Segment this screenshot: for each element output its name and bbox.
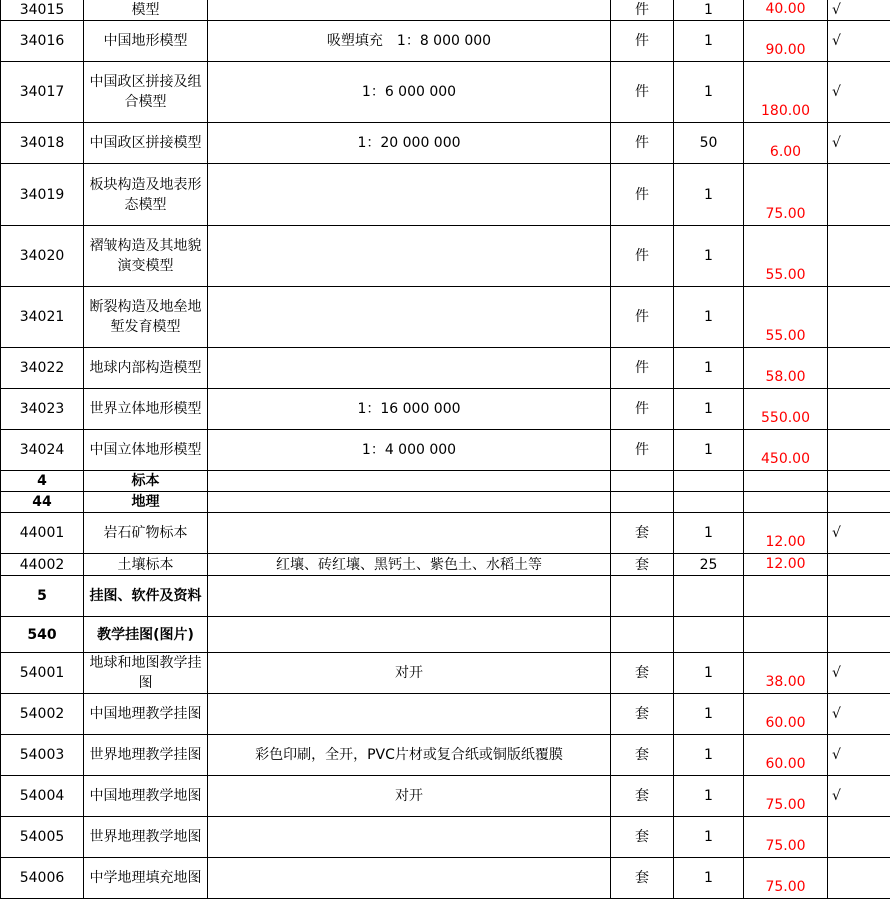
cell-unit: 件 — [611, 21, 674, 62]
cell-name: 中国政区拼接模型 — [84, 123, 208, 164]
cell-code: 34021 — [1, 287, 84, 348]
cell-price: 55.00 — [744, 287, 828, 348]
cell-code: 34022 — [1, 348, 84, 389]
cell-qty: 1 — [674, 287, 744, 348]
cell-name: 标本 — [84, 471, 208, 492]
cell-spec — [208, 287, 611, 348]
cell-name: 世界地理教学挂图 — [84, 735, 208, 776]
cell-unit: 套 — [611, 694, 674, 735]
cell-spec — [208, 694, 611, 735]
cell-price: 450.00 — [744, 430, 828, 471]
cell-qty — [674, 492, 744, 513]
cell-name: 褶皱构造及其地貌演变模型 — [84, 226, 208, 287]
cell-spec: 对开 — [208, 776, 611, 817]
cell-name: 板块构造及地表形态模型 — [84, 164, 208, 226]
cell-qty: 1 — [674, 513, 744, 554]
cell-code: 34023 — [1, 389, 84, 430]
cell-name: 岩石矿物标本 — [84, 513, 208, 554]
cell-check — [828, 554, 890, 576]
cell-qty: 50 — [674, 123, 744, 164]
cell-qty: 1 — [674, 62, 744, 123]
cell-spec — [208, 617, 611, 653]
cell-name: 中国政区拼接及组合模型 — [84, 62, 208, 123]
cell-code: 54001 — [1, 653, 84, 694]
cell-check — [828, 389, 890, 430]
cell-spec: 1：20 000 000 — [208, 123, 611, 164]
cell-spec — [208, 817, 611, 858]
cell-code: 34024 — [1, 430, 84, 471]
cell-spec: 1：4 000 000 — [208, 430, 611, 471]
cell-unit: 件 — [611, 389, 674, 430]
cell-unit: 套 — [611, 653, 674, 694]
cell-qty: 1 — [674, 348, 744, 389]
cell-check — [828, 471, 890, 492]
cell-code: 54003 — [1, 735, 84, 776]
cell-name: 模型 — [84, 0, 208, 21]
cell-check: √ — [828, 653, 890, 694]
cell-spec — [208, 348, 611, 389]
cell-unit: 套 — [611, 776, 674, 817]
cell-code: 44002 — [1, 554, 84, 576]
table-row — [1, 21, 890, 62]
cell-check — [828, 858, 890, 899]
table-row — [1, 776, 890, 817]
cell-unit — [611, 617, 674, 653]
cell-name: 中学地理填充地图 — [84, 858, 208, 899]
cell-name: 世界地理教学地图 — [84, 817, 208, 858]
cell-check — [828, 576, 890, 617]
cell-check — [828, 430, 890, 471]
cell-code: 34018 — [1, 123, 84, 164]
cell-check: √ — [828, 694, 890, 735]
cell-unit: 件 — [611, 164, 674, 226]
cell-check: √ — [828, 776, 890, 817]
cell-price: 60.00 — [744, 735, 828, 776]
cell-qty: 1 — [674, 653, 744, 694]
table-row — [1, 0, 890, 21]
cell-check: √ — [828, 0, 890, 21]
cell-spec: 吸塑填充 1：8 000 000 — [208, 21, 611, 62]
cell-price: 75.00 — [744, 858, 828, 899]
cell-name: 中国地形模型 — [84, 21, 208, 62]
table-row — [1, 554, 890, 576]
cell-spec: 红壤、砖红壤、黑钙土、紫色土、水稻土等 — [208, 554, 611, 576]
cell-name: 教学挂图(图片) — [84, 617, 208, 653]
table-row — [1, 471, 890, 492]
cell-code: 34017 — [1, 62, 84, 123]
cell-unit: 件 — [611, 348, 674, 389]
cell-qty: 1 — [674, 735, 744, 776]
table-row — [1, 348, 890, 389]
cell-code: 54005 — [1, 817, 84, 858]
cell-code: 44 — [1, 492, 84, 513]
cell-code: 34016 — [1, 21, 84, 62]
cell-spec — [208, 858, 611, 899]
cell-unit — [611, 492, 674, 513]
cell-unit: 套 — [611, 554, 674, 576]
cell-qty: 25 — [674, 554, 744, 576]
cell-unit: 套 — [611, 858, 674, 899]
cell-price: 75.00 — [744, 776, 828, 817]
cell-qty: 1 — [674, 858, 744, 899]
cell-qty: 1 — [674, 430, 744, 471]
table-row — [1, 513, 890, 554]
cell-check: √ — [828, 735, 890, 776]
cell-qty: 1 — [674, 0, 744, 21]
cell-price — [744, 576, 828, 617]
cell-price: 75.00 — [744, 817, 828, 858]
cell-check: √ — [828, 123, 890, 164]
cell-name: 中国地理教学地图 — [84, 776, 208, 817]
table-row — [1, 817, 890, 858]
cell-check — [828, 817, 890, 858]
cell-check — [828, 287, 890, 348]
cell-spec: 1：6 000 000 — [208, 62, 611, 123]
cell-price: 6.00 — [744, 123, 828, 164]
cell-price: 12.00 — [744, 513, 828, 554]
cell-unit: 件 — [611, 123, 674, 164]
cell-name: 地球内部构造模型 — [84, 348, 208, 389]
table-row — [1, 287, 890, 348]
cell-unit: 件 — [611, 287, 674, 348]
cell-price — [744, 617, 828, 653]
cell-spec — [208, 226, 611, 287]
cell-price: 55.00 — [744, 226, 828, 287]
cell-code: 5 — [1, 576, 84, 617]
cell-name: 地理 — [84, 492, 208, 513]
cell-qty: 1 — [674, 21, 744, 62]
cell-check — [828, 348, 890, 389]
cell-code: 54002 — [1, 694, 84, 735]
cell-price: 180.00 — [744, 62, 828, 123]
table-row — [1, 492, 890, 513]
cell-qty: 1 — [674, 164, 744, 226]
table-body — [1, 0, 890, 899]
cell-spec: 1：16 000 000 — [208, 389, 611, 430]
cell-qty: 1 — [674, 226, 744, 287]
cell-unit: 件 — [611, 0, 674, 21]
cell-qty — [674, 471, 744, 492]
cell-name: 世界立体地形模型 — [84, 389, 208, 430]
cell-code: 4 — [1, 471, 84, 492]
cell-code: 44001 — [1, 513, 84, 554]
cell-qty: 1 — [674, 776, 744, 817]
cell-code: 54006 — [1, 858, 84, 899]
cell-qty — [674, 617, 744, 653]
table-row — [1, 694, 890, 735]
table-row — [1, 123, 890, 164]
cell-unit — [611, 471, 674, 492]
cell-check: √ — [828, 513, 890, 554]
table-row — [1, 858, 890, 899]
cell-name: 断裂构造及地垒地堑发育模型 — [84, 287, 208, 348]
cell-price: 75.00 — [744, 164, 828, 226]
cell-price: 90.00 — [744, 21, 828, 62]
table-row — [1, 430, 890, 471]
cell-price: 550.00 — [744, 389, 828, 430]
cell-name: 中国地理教学挂图 — [84, 694, 208, 735]
cell-spec — [208, 471, 611, 492]
cell-price: 38.00 — [744, 653, 828, 694]
cell-code: 34020 — [1, 226, 84, 287]
cell-unit: 套 — [611, 513, 674, 554]
cell-spec — [208, 492, 611, 513]
cell-check — [828, 164, 890, 226]
cell-spec — [208, 164, 611, 226]
cell-spec — [208, 0, 611, 21]
table-row — [1, 653, 890, 694]
cell-unit: 套 — [611, 817, 674, 858]
cell-check: √ — [828, 62, 890, 123]
cell-code: 34019 — [1, 164, 84, 226]
cell-name: 土壤标本 — [84, 554, 208, 576]
cell-name: 地球和地图教学挂图 — [84, 653, 208, 694]
table-row — [1, 226, 890, 287]
cell-qty — [674, 576, 744, 617]
cell-unit: 件 — [611, 62, 674, 123]
table-row — [1, 576, 890, 617]
cell-qty: 1 — [674, 817, 744, 858]
cell-price: 12.00 — [744, 554, 828, 576]
cell-price — [744, 471, 828, 492]
cell-unit: 套 — [611, 735, 674, 776]
cell-price: 58.00 — [744, 348, 828, 389]
cell-check — [828, 617, 890, 653]
cell-check: √ — [828, 21, 890, 62]
table-row — [1, 617, 890, 653]
table-row — [1, 164, 890, 226]
cell-price: 40.00 — [744, 0, 828, 21]
cell-qty: 1 — [674, 389, 744, 430]
cell-price — [744, 492, 828, 513]
cell-price: 60.00 — [744, 694, 828, 735]
cell-qty: 1 — [674, 694, 744, 735]
cell-code: 540 — [1, 617, 84, 653]
cell-check — [828, 226, 890, 287]
cell-name: 中国立体地形模型 — [84, 430, 208, 471]
cell-unit — [611, 576, 674, 617]
cell-unit: 件 — [611, 226, 674, 287]
cell-code: 54004 — [1, 776, 84, 817]
cell-spec: 对开 — [208, 653, 611, 694]
cell-name: 挂图、软件及资料 — [84, 576, 208, 617]
cell-spec: 彩色印刷，全开，PVC片材或复合纸或铜版纸覆膜 — [208, 735, 611, 776]
cell-code: 34015 — [1, 0, 84, 21]
table-row — [1, 62, 890, 123]
cell-check — [828, 492, 890, 513]
cell-spec — [208, 513, 611, 554]
cell-unit: 件 — [611, 430, 674, 471]
cell-spec — [208, 576, 611, 617]
table-row — [1, 735, 890, 776]
table-row — [1, 389, 890, 430]
